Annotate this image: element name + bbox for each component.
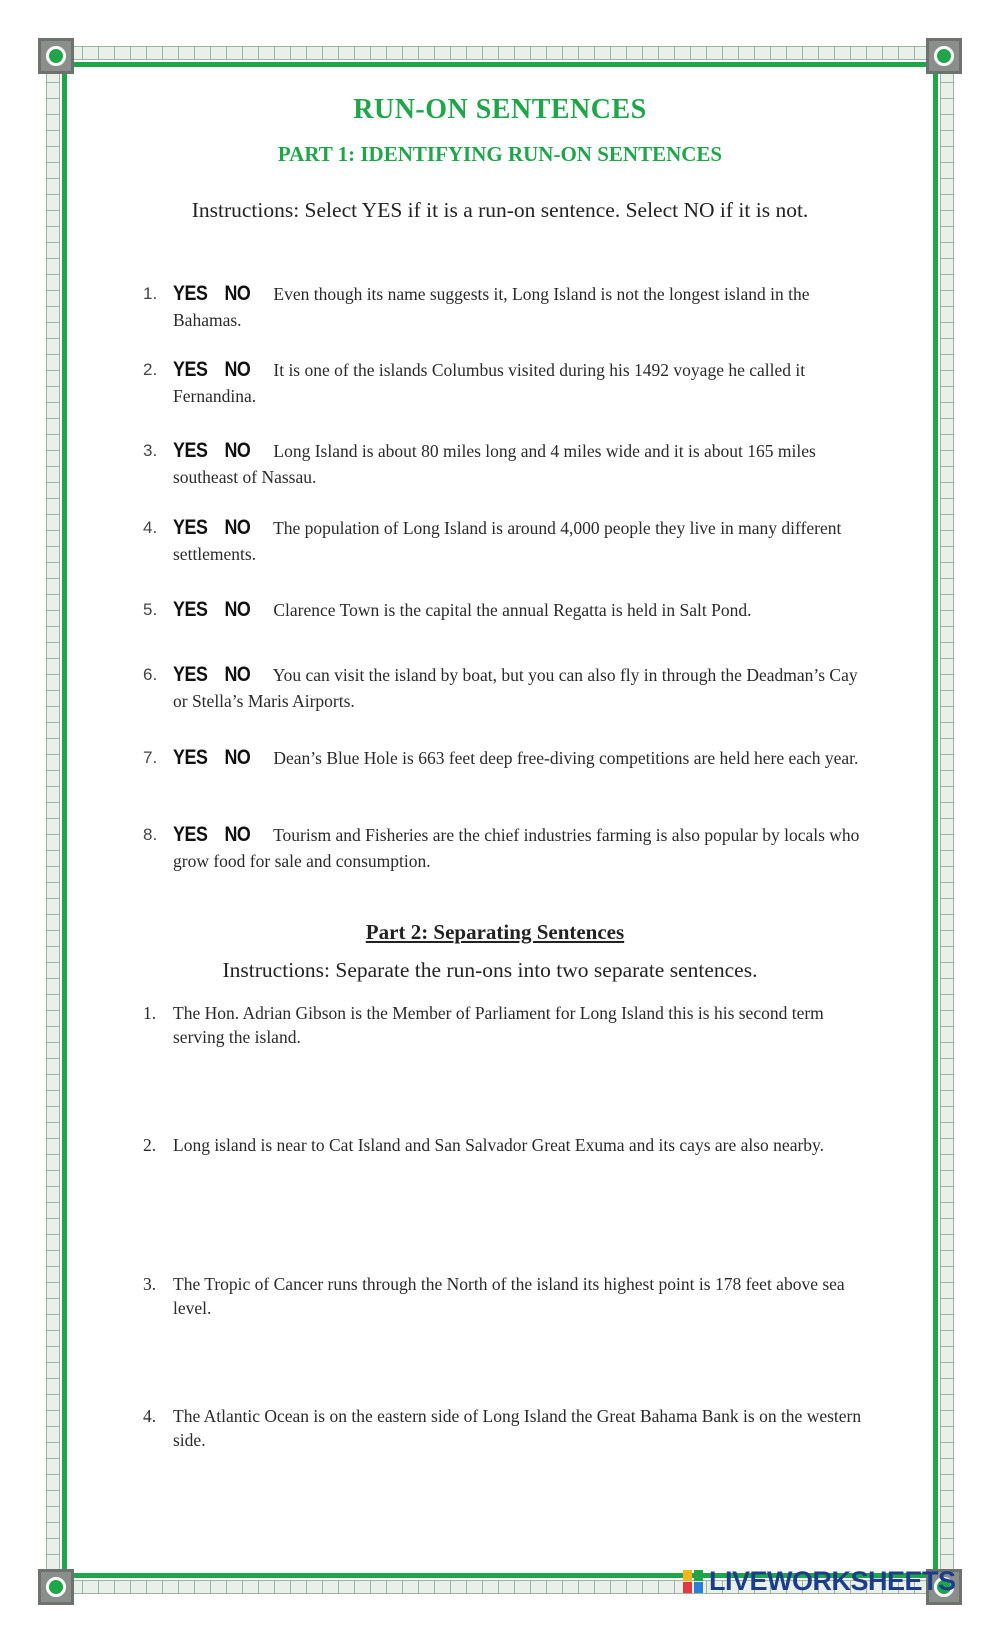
no-option[interactable]: NO: [224, 598, 251, 621]
question-text: Dean’s Blue Hole is 663 feet deep free-diving competitions are held here each year.: [273, 748, 859, 768]
no-option[interactable]: NO: [224, 282, 251, 305]
separation-item: 4. The Atlantic Ocean is on the eastern side of Long Island the Great Bahama Bank is on the western side.: [143, 1406, 862, 1450]
brand-name: LIVEWORKSHEETS: [709, 1565, 956, 1596]
question-text: You can visit the island by boat, but you can also fly in through the Deadman’s Cay or Stella’s Maris Airports.: [173, 665, 858, 711]
yes-option[interactable]: YES: [173, 516, 208, 539]
frame-corner-ornament: [38, 1569, 74, 1605]
frame-corner-ornament: [38, 38, 74, 74]
yes-option[interactable]: YES: [173, 823, 208, 846]
frame-corner-ornament: [926, 38, 962, 74]
no-option[interactable]: NO: [224, 823, 251, 846]
question-item: 6. YES NO You can visit the island by boat, but you can also fly in through the Deadman’s Cay or Stella’s Maris Airports.: [143, 663, 858, 711]
part1-title: PART 1: IDENTIFYING RUN-ON SENTENCES: [277, 142, 723, 166]
separation-text: The Hon. Adrian Gibson is the Member of Parliament for Long Island this is his second term serving the island.: [173, 1003, 824, 1047]
yes-option[interactable]: YES: [173, 439, 208, 462]
question-item: 2. YES NO It is one of the islands Columbus visited during his 1492 voyage he called it Fernandina.: [143, 358, 806, 406]
question-item: 7. YES NO Dean’s Blue Hole is 663 feet deep free-diving competitions are held here each year.: [143, 746, 859, 769]
yes-option[interactable]: YES: [173, 358, 208, 381]
no-option[interactable]: NO: [224, 663, 251, 686]
frame-border-left: [46, 50, 60, 1590]
separation-item: 2. Long island is near to Cat Island and San Salvador Great Exuma and its cays are also nearby.: [143, 1133, 863, 1157]
question-text: Long Island is about 80 miles long and 4 miles wide and it is about 165 miles southeast of Nassau.: [173, 441, 816, 487]
part1-instructions: Instructions: Select YES if it is a run-on sentence. Select NO if it is not.: [191, 198, 809, 222]
no-option[interactable]: NO: [224, 358, 251, 381]
separation-item: 1. The Hon. Adrian Gibson is the Member of Parliament for Long Island this is his second term serving the island.: [143, 1001, 863, 1049]
question-text: Clarence Town is the capital the annual Regatta is held in Salt Pond.: [273, 600, 752, 620]
question-item: 8. YES NO Tourism and Fisheries are the chief industries farming is also popular by locals who grow food for sale and consumption.: [143, 823, 860, 871]
separation-text: The Atlantic Ocean is on the eastern side of Long Island the Great Bahama Bank is on the western side.: [173, 1406, 862, 1450]
question-text: Even though its name suggests it, Long Island is not the longest island in the Bahamas.: [173, 284, 810, 330]
liveworksheets-icon: [683, 1568, 705, 1594]
no-option[interactable]: NO: [224, 746, 251, 769]
separation-item: 3. The Tropic of Cancer runs through the North of the island its highest point is 178 feet above sea level.: [143, 1272, 863, 1320]
question-text: Tourism and Fisheries are the chief industries farming is also popular by locals who grow food for sale and consumption.: [173, 825, 860, 871]
part2-title: Part 2: Separating Sentences: [365, 920, 625, 944]
no-option[interactable]: NO: [224, 516, 251, 539]
question-item: 3. YES NO Long Island is about 80 miles long and 4 miles wide and it is about 165 miles southeast of Nassau.: [143, 439, 816, 487]
yes-option[interactable]: YES: [173, 663, 208, 686]
question-text: It is one of the islands Columbus visited during his 1492 voyage he called it Fernandina.: [173, 360, 806, 406]
yes-option[interactable]: YES: [173, 598, 208, 621]
frame-border-right: [940, 50, 954, 1590]
frame-border-top: [50, 46, 950, 60]
question-text: The population of Long Island is around 4,000 people they live in many different settlements.: [173, 518, 842, 564]
part2-instructions: Instructions: Separate the run-ons into two separate sentences.: [222, 958, 758, 982]
page-title: RUN-ON SENTENCES: [353, 94, 647, 125]
separation-text: The Tropic of Cancer runs through the North of the island its highest point is 178 feet above sea level.: [173, 1274, 845, 1318]
yes-option[interactable]: YES: [173, 746, 208, 769]
liveworksheets-logo: [683, 1566, 956, 1596]
no-option[interactable]: NO: [224, 439, 251, 462]
question-item: 5. YES NO Clarence Town is the capital the annual Regatta is held in Salt Pond.: [143, 598, 752, 621]
question-item: 4. YES NO The population of Long Island is around 4,000 people they live in many different settlements.: [143, 516, 842, 564]
separation-text: Long island is near to Cat Island and San Salvador Great Exuma and its cays are also nearby.: [173, 1135, 825, 1155]
question-item: 1. YES NO Even though its name suggests it, Long Island is not the longest island in the Bahamas.: [143, 282, 810, 330]
yes-option[interactable]: YES: [173, 282, 208, 305]
